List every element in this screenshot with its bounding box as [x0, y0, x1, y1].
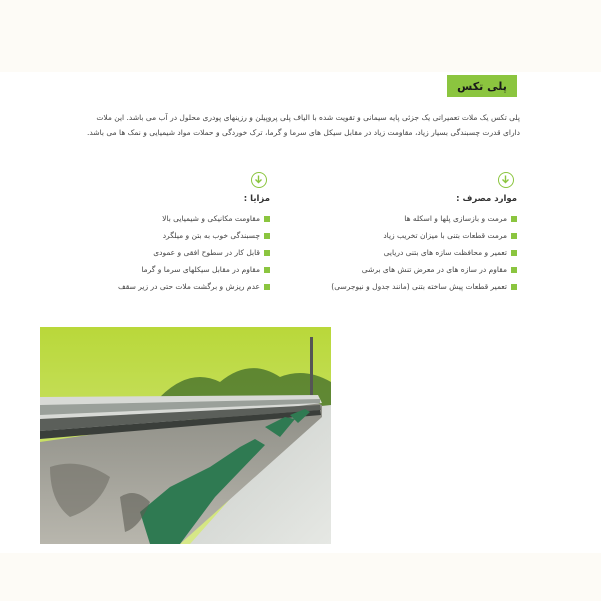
uses-section [331, 194, 517, 295]
bullet-square-icon [264, 267, 270, 273]
arrow-down-circle-icon [251, 172, 267, 188]
bullet-square-icon [264, 233, 270, 239]
advantages-list [118, 210, 270, 295]
list-item: چسبندگی خوب به بتن و میلگرد [118, 227, 270, 244]
product-title: پلی تکس [447, 75, 517, 97]
list-item: مرمت و بازسازی پلها و اسکله ها [331, 210, 517, 227]
uses-heading: موارد مصرف : [456, 194, 517, 204]
list-item: مرمت قطعات بتنی با میزان تخریب زیاد [331, 227, 517, 244]
bottom-band [0, 553, 601, 601]
list-item: تعمیر قطعات پیش ساخته بتنی (مانند جدول و نیوجرسی) [331, 278, 517, 295]
intro-line-1: پلی تکس یک ملات تعمیراتی یک جزئی پایه سیمانی و تقویت شده با الیاف پلی پروپیلن و رزینهای پودری محلول در آب می باشد. این ملات [96, 113, 520, 122]
bullet-square-icon [511, 250, 517, 256]
advantages-heading: مزایا : [243, 194, 270, 204]
bullet-square-icon [511, 216, 517, 222]
list-item: مقاوم در مقابل سیکلهای سرما و گرما [118, 261, 270, 278]
advantages-section [118, 194, 270, 295]
bullet-square-icon [264, 284, 270, 290]
list-item: مقاومت مکانیکی و شیمیایی بالا [118, 210, 270, 227]
intro-line-2: دارای قدرت چسبندگی بسیار زیاد، مقاومت زیاد در مقابل سیکل های سرما و گرما، ترک خوردگی و حملات مواد شیمیایی و نمک ها می باشد. [87, 128, 520, 137]
top-band [0, 0, 601, 72]
product-intro [40, 110, 520, 140]
arrow-down-circle-icon [498, 172, 514, 188]
list-item: قابل کار در سطوح افقی و عمودی [118, 244, 270, 261]
bullet-square-icon [511, 284, 517, 290]
list-item: مقاوم در سازه های در معرض تنش های برشی [331, 261, 517, 278]
list-item: عدم ریزش و برگشت ملات حتی در زیر سقف [118, 278, 270, 295]
bridge-repair-photo [40, 327, 331, 544]
bullet-square-icon [264, 250, 270, 256]
list-item: تعمیر و محافظت سازه های بتنی دریایی [331, 244, 517, 261]
bullet-square-icon [264, 216, 270, 222]
bullet-square-icon [511, 233, 517, 239]
bullet-square-icon [511, 267, 517, 273]
uses-list [331, 210, 517, 295]
